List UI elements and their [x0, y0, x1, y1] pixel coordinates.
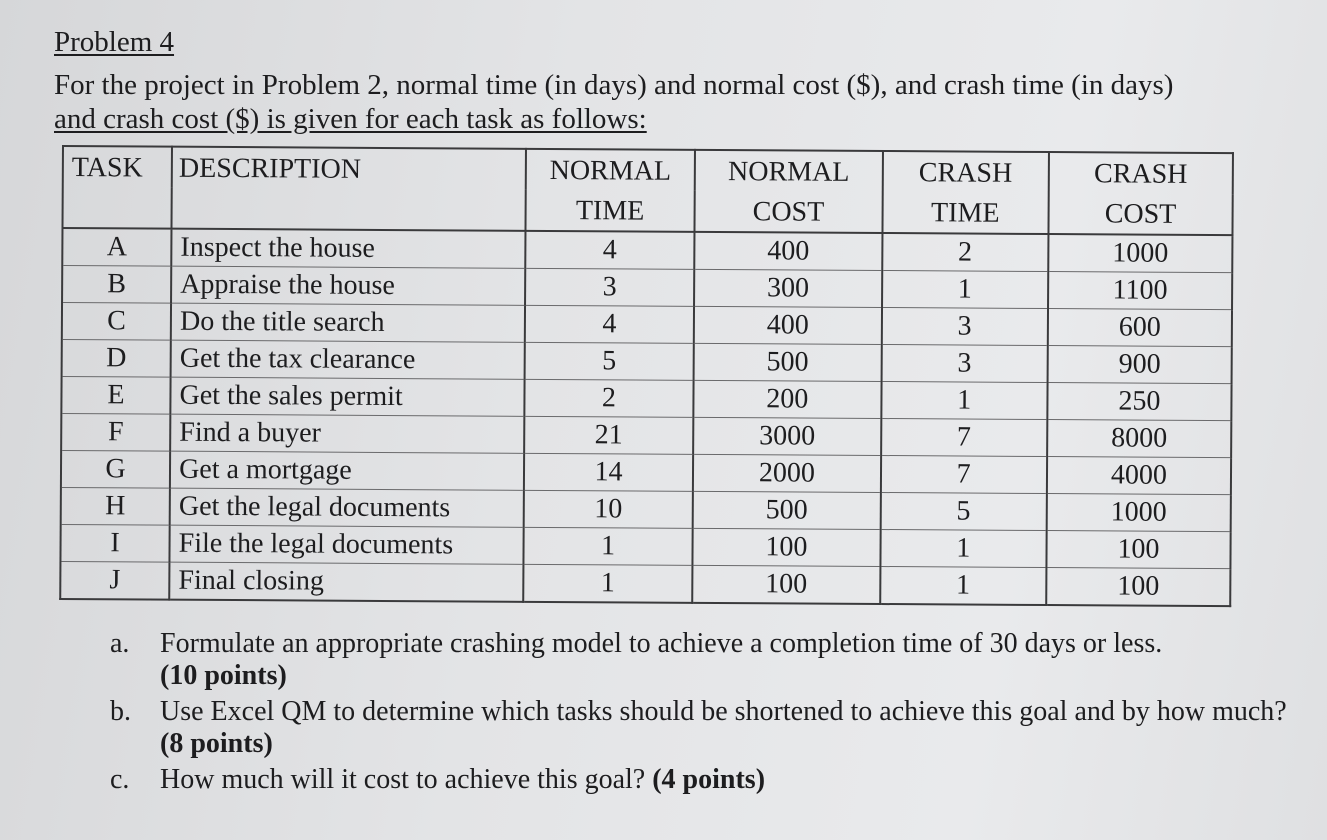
cell-crash-cost: 600 — [1048, 309, 1232, 347]
cell-description: Get a mortgage — [170, 451, 524, 490]
header-description-blank — [172, 188, 526, 231]
problem-title: Problem 4 — [54, 26, 175, 58]
cell-crash-time: 7 — [880, 456, 1047, 494]
cell-description: Do the title search — [171, 303, 525, 342]
cell-normal-time: 4 — [525, 231, 695, 270]
question-letter: a. — [110, 628, 130, 659]
cell-normal-cost: 3000 — [693, 417, 880, 455]
question-text: Formulate an appropriate crashing model to achieve a completion time of 30 days or less. — [160, 628, 1163, 659]
task-table-body — [60, 228, 1232, 606]
cell-crash-cost: 1000 — [1048, 234, 1232, 273]
cell-task: F — [61, 414, 170, 452]
header-normal-time-top: NORMAL — [525, 149, 695, 191]
cell-description: Get the tax clearance — [171, 340, 525, 379]
cell-description: Find a buyer — [170, 414, 524, 453]
cell-normal-time: 3 — [525, 268, 695, 306]
cell-description: Get the legal documents — [170, 488, 524, 527]
cell-normal-time: 14 — [524, 453, 694, 491]
header-normal-cost-bottom: COST — [695, 191, 883, 233]
question-a — [110, 628, 1310, 692]
header-crash-time-bottom: TIME — [882, 192, 1049, 234]
cell-crash-cost: 100 — [1046, 531, 1230, 569]
question-points: (4 points) — [652, 764, 766, 795]
header-crash-cost-top: CRASH — [1049, 152, 1233, 194]
table-header-row-2 — [62, 187, 1232, 235]
header-description: DESCRIPTION — [172, 147, 526, 190]
cell-description: File the legal documents — [170, 525, 524, 564]
cell-crash-cost: 250 — [1047, 383, 1231, 421]
cell-crash-time: 3 — [881, 308, 1048, 346]
question-text: How much will it cost to achieve this goal? — [160, 764, 646, 795]
header-task: TASK — [63, 146, 172, 188]
cell-crash-cost: 1100 — [1048, 272, 1232, 310]
cell-normal-time: 2 — [524, 379, 694, 417]
cell-task: A — [62, 228, 171, 266]
question-points: (8 points) — [160, 728, 273, 759]
header-normal-time-bottom: TIME — [525, 190, 695, 232]
cell-crash-time: 5 — [880, 493, 1047, 531]
cell-crash-cost: 100 — [1046, 568, 1230, 607]
cell-crash-time: 1 — [880, 530, 1047, 568]
question-c — [110, 764, 1310, 796]
question-text: Use Excel QM to determine which tasks should be shortened to achieve this goal and by how much? — [160, 696, 1287, 727]
cell-normal-cost: 400 — [694, 306, 881, 344]
question-b — [110, 696, 1310, 760]
table-row — [60, 561, 1230, 606]
cell-normal-time: 5 — [524, 342, 694, 380]
cell-task: H — [61, 487, 170, 525]
header-normal-cost-top: NORMAL — [695, 150, 883, 192]
cell-description: Get the sales permit — [170, 377, 524, 416]
question-letter: c. — [110, 764, 130, 795]
problem-intro — [54, 68, 1324, 136]
cell-description: Appraise the house — [171, 266, 525, 305]
cell-normal-time: 1 — [523, 527, 693, 565]
cell-normal-cost: 2000 — [693, 454, 880, 492]
question-points: (10 points) — [160, 660, 287, 691]
cell-crash-cost: 4000 — [1047, 457, 1231, 495]
intro-line-1: For the project in Problem 2, normal time (in days) and normal cost ($), and crash time (in days) — [54, 69, 1174, 101]
cell-normal-cost: 500 — [693, 491, 880, 529]
cell-description: Inspect the house — [171, 229, 525, 269]
table-header-row — [63, 146, 1233, 194]
cell-normal-time: 10 — [523, 490, 693, 528]
cell-crash-time: 1 — [882, 271, 1049, 309]
cell-task: B — [62, 266, 171, 304]
cell-normal-time: 1 — [523, 564, 693, 603]
cell-normal-time: 21 — [524, 416, 694, 454]
task-table — [59, 145, 1234, 607]
cell-crash-time: 2 — [882, 233, 1049, 272]
question-letter: b. — [110, 696, 131, 727]
cell-crash-cost: 900 — [1047, 346, 1231, 384]
cell-normal-cost: 400 — [695, 232, 882, 271]
cell-crash-time: 1 — [880, 567, 1047, 606]
cell-crash-time: 7 — [881, 419, 1048, 457]
cell-normal-cost: 100 — [692, 565, 879, 604]
cell-task: E — [61, 377, 170, 415]
cell-normal-cost: 200 — [694, 380, 881, 418]
cell-task: C — [62, 303, 171, 341]
cell-crash-time: 1 — [881, 382, 1048, 420]
question-list — [110, 628, 1310, 800]
header-task-blank — [62, 187, 171, 229]
intro-line-2: and crash cost ($) is given for each task as follows: — [54, 103, 647, 135]
cell-task: D — [62, 340, 171, 378]
cell-task: J — [60, 561, 169, 599]
header-crash-time-top: CRASH — [882, 151, 1049, 193]
cell-normal-time: 4 — [525, 305, 695, 343]
cell-crash-cost: 8000 — [1047, 420, 1231, 458]
cell-normal-cost: 500 — [694, 343, 881, 381]
cell-task: I — [60, 524, 169, 562]
cell-normal-cost: 300 — [694, 269, 881, 307]
cell-crash-time: 3 — [881, 345, 1048, 383]
cell-normal-cost: 100 — [693, 528, 880, 566]
cell-task: G — [61, 451, 170, 489]
cell-crash-cost: 1000 — [1047, 494, 1231, 532]
cell-description: Final closing — [169, 562, 523, 602]
header-crash-cost-bottom: COST — [1048, 193, 1232, 235]
